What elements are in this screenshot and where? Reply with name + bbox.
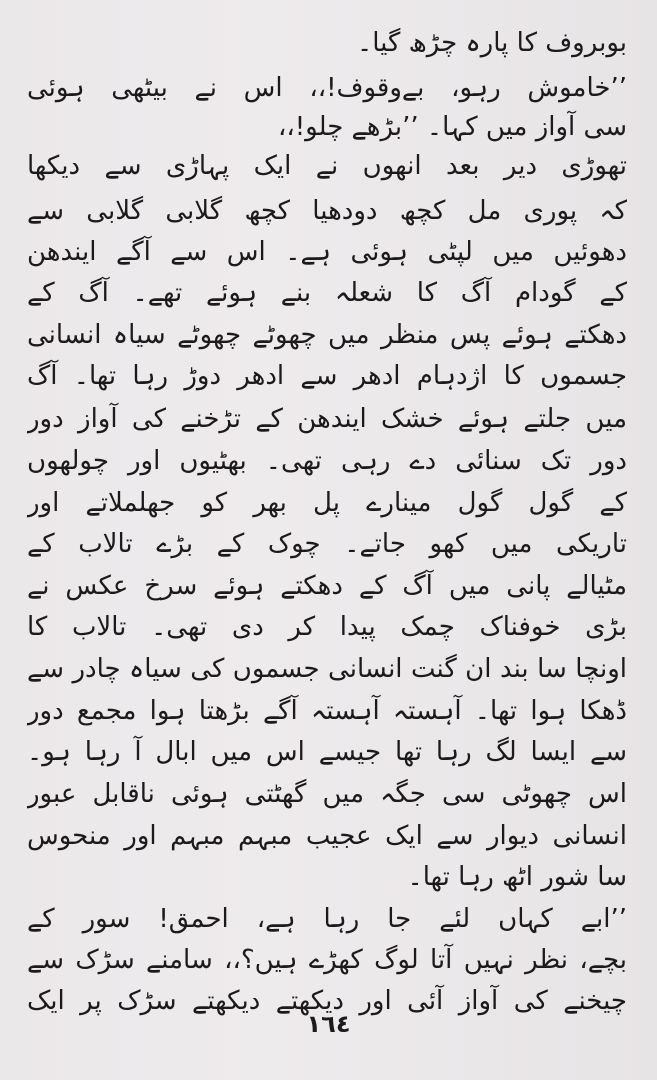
text-line: تاریکی میں کھو جاتے۔ چوک کے بڑے تالاب کے xyxy=(27,529,627,559)
text-line: تھوڑی دیر بعد انھوں نے ایک پہاڑی سے دیکھا xyxy=(27,151,627,181)
text-line: مٹیالے پانی میں آگ کے دھکتے ہوئے سرخ عکس نے xyxy=(27,571,627,601)
text-line: سے ایسا لگ رہا تھا جیسے اس میں ابال آ رہا ہو۔ xyxy=(27,737,627,767)
text-line: ’’ابے کہاں لئے جا رہا ہے، احمق! سور کے xyxy=(27,904,627,934)
text-line: اونچا سا بند ان گنت انسانی جسموں کی سیاہ چادر سے xyxy=(27,654,627,684)
text-line: دھوئیں میں لپٹی ہوئی ہے۔ اس سے آگے ایندھن xyxy=(27,237,627,267)
text-line: بوبروف کا پارہ چڑھ گیا۔ xyxy=(356,28,627,58)
text-line: سا شور اٹھ رہا تھا۔ xyxy=(407,862,627,892)
text-line: جسموں کا اژدہام ادھر سے ادھر دوڑ رہا تھا۔ آگ xyxy=(27,361,627,391)
text-line: ’’خاموش رہو، بےوقوف!،، اس نے بیٹھی ہوئی xyxy=(27,73,627,103)
text-line: اس چھوٹی سی جگہ میں گھٹتی ہوئی ناقابل عبور xyxy=(27,779,627,809)
text-line: کے گول گول مینارے پل بھر کو جھلملاتے اور xyxy=(27,488,627,518)
text-line: چیخنے کی آواز آئی اور دیکھتے دیکھتے سڑک پر ایک xyxy=(27,986,627,1016)
text-line: سی آواز میں کہا۔ ’’بڑھے چلو!،، xyxy=(277,112,627,142)
text-line: بڑی خوفناک چمک پیدا کر دی تھی۔ تالاب کا xyxy=(27,612,627,642)
text-line: انسانی دیوار سے ایک عجیب مبہم مبہم اور منحوس xyxy=(27,821,627,851)
text-line: ڈھکا ہوا تھا۔ آہستہ آہستہ آگے بڑھتا ہوا مجمع دور xyxy=(27,696,627,726)
text-line: دھکتے ہوئے پس منظر میں چھوٹے چھوٹے سیاہ انسانی xyxy=(27,320,627,350)
text-line: کے گودام آگ کا شعلہ بنے ہوئے تھے۔ آگ کے xyxy=(27,278,627,308)
text-line: دور تک سنائی دے رہی تھی۔ بھٹیوں اور چولھوں xyxy=(27,446,627,476)
page-number: ۱٦٤ xyxy=(306,1010,351,1038)
text-line: بچے، نظر نہیں آتا لوگ کھڑے ہیں؟،، سامنے سڑک سے xyxy=(27,945,627,975)
text-line: کہ پوری مل کچھ دودھیا کچھ گلابی گلابی سے xyxy=(27,196,627,226)
text-line: میں جلتے ہوئے خشک ایندھن کے تڑخنے کی آواز دور xyxy=(27,404,627,434)
